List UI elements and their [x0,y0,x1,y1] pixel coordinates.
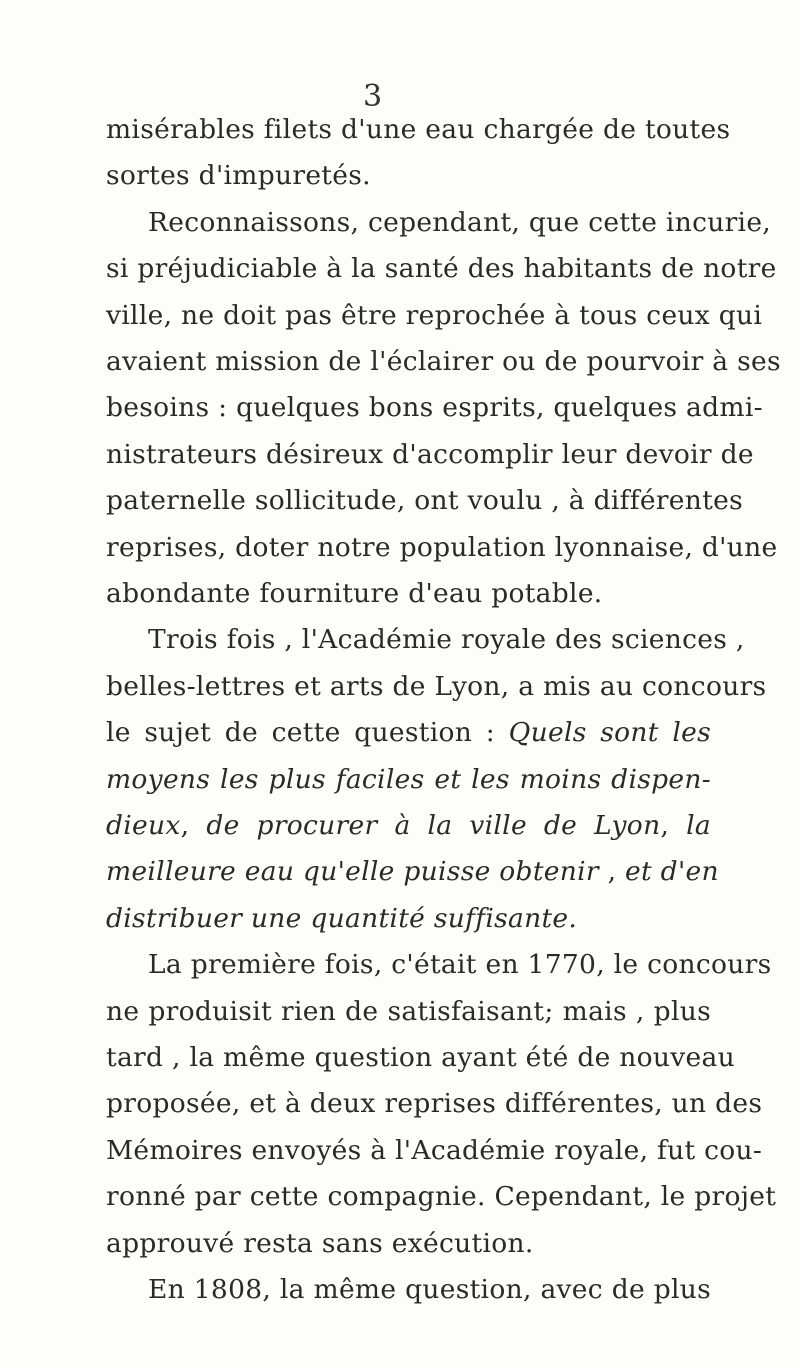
text-span: si préjudiciable à la santé des habitants de notre [106,253,777,284]
text-line [106,345,781,379]
text-line [106,391,763,425]
text-line [106,159,711,193]
text-span: La première fois, c'était en 1770, le concours [148,949,772,980]
text-line [106,577,711,611]
page-number: 3 [363,79,383,114]
italic-text-span: moyens les plus faciles et les moins dispen- [106,764,711,795]
text-span: abondante fourniture d'eau potable. [106,578,603,609]
text-span: ne produisit rien de satisfaisant; mais , plus [106,996,711,1027]
italic-text-span: meilleure eau qu'elle puisse obtenir [106,856,599,887]
text-span: , [660,810,687,841]
text-span: Trois fois , l'Académie royale des sciences , [148,624,745,655]
text-line [106,252,777,286]
text-line [106,1087,763,1121]
text-line [148,623,745,657]
text-line [106,763,711,797]
text-line [106,670,767,704]
text-line [106,484,743,518]
text-line [106,716,711,750]
text-line [106,531,778,565]
text-line [106,113,731,147]
text-span: besoins : quelques bons esprits, quelques admi- [106,392,763,423]
text-span: misérables filets d'une eau chargée de toutes [106,114,731,145]
text-line [106,1134,763,1168]
text-span: tard , la même question ayant été de nouveau [106,1042,736,1073]
italic-text-span: distribuer une quantité suffisante. [106,903,578,934]
text-span: ville, ne doit pas être reprochée à tous ceux qui [106,300,763,331]
italic-text-span: de procurer à la ville de Lyon [206,810,661,841]
italic-text-span: la [686,810,712,841]
italic-text-span: dieux [106,810,181,841]
text-line [148,1273,711,1307]
text-line [106,1180,777,1214]
text-line [148,948,772,982]
text-span: nistrateurs désireux d'accomplir leur devoir de [106,439,754,470]
text-span: avaient mission de l'éclairer ou de pourvoir à ses [106,346,781,377]
text-span: proposée, et à deux reprises différentes, un des [106,1088,763,1119]
text-span: Reconnaissons, cependant, que cette incurie, [148,207,772,238]
italic-text-span: et d'en [625,856,719,887]
text-span: le sujet de cette question : [106,717,509,748]
text-line [106,995,711,1029]
text-span: En 1808, la même question, avec de plus [148,1274,711,1305]
text-span: sortes d'impuretés. [106,160,371,191]
text-line [148,206,772,240]
text-line [106,902,711,936]
text-line [106,809,711,843]
text-span: Mémoires envoyés à l'Académie royale, fut cou- [106,1135,763,1166]
text-line [106,438,754,472]
text-span: , [598,856,626,887]
text-line [106,855,719,889]
text-span: reprises, doter notre population lyonnaise, d'une [106,532,778,563]
text-span: , [180,810,207,841]
italic-text-span: Quels sont les [508,717,712,748]
text-span: approuvé resta sans exécution. [106,1228,534,1259]
text-span: belles-lettres et arts de Lyon, a mis au concours [106,671,767,702]
text-line [106,299,763,333]
text-line [106,1041,736,1075]
text-span: paternelle sollicitude, ont voulu , à différentes [106,485,743,516]
text-line [106,1227,711,1261]
text-span: ronné par cette compagnie. Cependant, le projet [106,1181,777,1212]
